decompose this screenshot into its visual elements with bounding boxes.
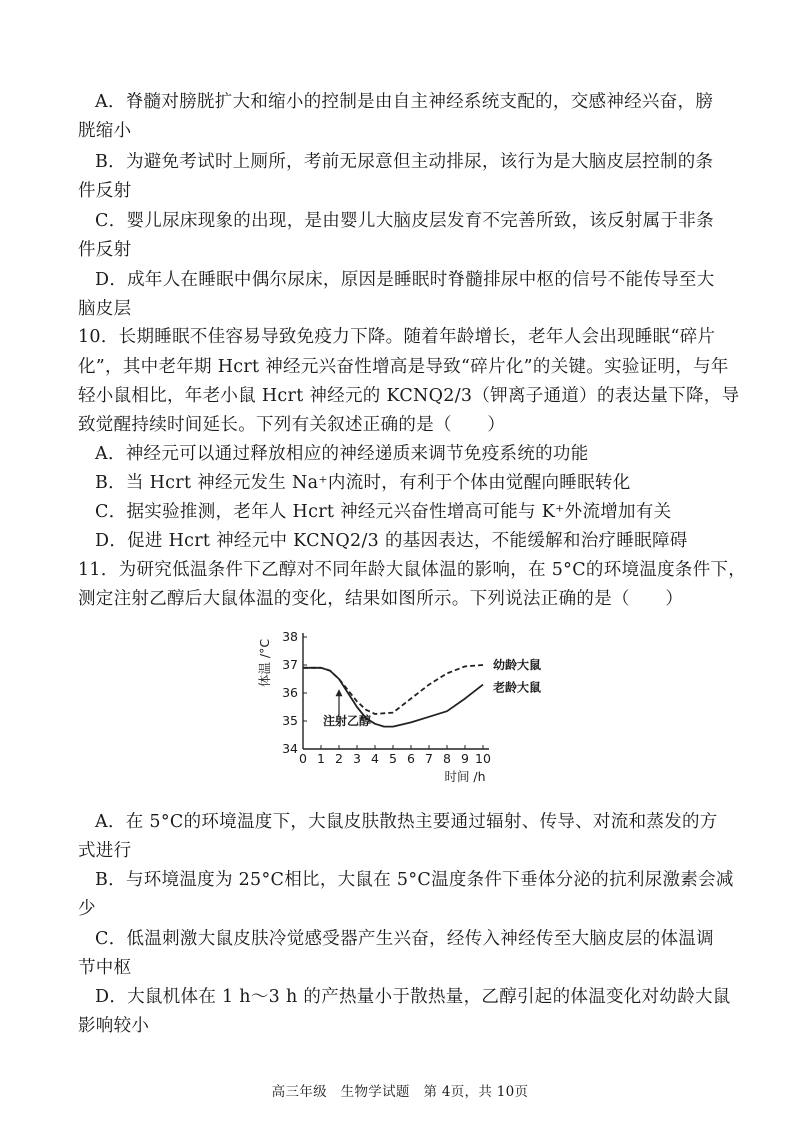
q9-option-a-line1: A．脊髓对膀胱扩大和缩小的控制是由自主神经系统支配的，交感神经兴奋，膀 [95, 92, 714, 112]
x-tick-label: 1 [317, 751, 325, 766]
q11-option-c-line2: 节中枢 [78, 958, 132, 978]
q9-option-d-line2: 脑皮层 [78, 299, 132, 319]
q11-option-b-line2: 少 [78, 899, 96, 919]
x-tick-label: 8 [443, 751, 451, 766]
q11-stem-line2: 测定注射乙醇后大鼠体温的变化，结果如图所示。下列说法正确的是（ ） [78, 589, 684, 609]
q10-option-d: D．促进 Hcrt 神经元中 KCNQ2/3 的基因表达，不能缓解和治疗睡眠障碍 [95, 531, 688, 551]
series-line-0 [303, 665, 483, 714]
x-tick-label: 3 [353, 751, 361, 766]
q9-option-b-line1: B．为避免考试时上厕所，考前无尿意但主动排尿，该行为是大脑皮层控制的条 [95, 152, 714, 172]
q11-option-b-line1: B．与环境温度为 25°C相比，大鼠在 5°C温度条件下垂体分泌的抗利尿激素会减 [95, 870, 734, 890]
q10-option-c: C．据实验推测，老年人 Hcrt 神经元兴奋性增高可能与 K⁺外流增加有关 [95, 502, 672, 522]
q11-option-c-line1: C．低温刺激大鼠皮肤冷觉感受器产生兴奋，经传入神经传至大脑皮层的体温调 [95, 929, 714, 949]
x-tick-label: 6 [407, 751, 415, 766]
q9-option-b-line2: 件反射 [78, 181, 132, 201]
q9-option-a-line2: 胱缩小 [78, 121, 132, 141]
x-tick-label: 5 [389, 751, 397, 766]
x-tick-label: 9 [461, 751, 469, 766]
q10-stem-line2: 化”，其中老年期 Hcrt 神经元兴奋性增高是导致“碎片化”的关键。实验证明，与年 [78, 357, 729, 377]
y-tick-label: 36 [282, 685, 298, 700]
y-tick-label: 34 [282, 741, 298, 756]
annotation-label: 注射乙醇 [322, 714, 372, 729]
q10-stem-line3: 轻小鼠相比，年老小鼠 Hcrt 神经元的 KCNQ2/3（钾离子通道）的表达量下降，导 [78, 386, 740, 406]
q11-option-d-line1: D．大鼠机体在 1 h～3 h 的产热量小于散热量，乙醇引起的体温变化对幼龄大鼠 [95, 987, 731, 1007]
x-tick-label: 0 [299, 751, 307, 766]
q10-stem-line1: 10．长期睡眠不佳容易导致免疫力下降。随着年龄增长，老年人会出现睡眠“碎片 [78, 327, 716, 347]
q10-option-b: B．当 Hcrt 神经元发生 Na⁺内流时，有利于个体由觉醒向睡眠转化 [95, 473, 631, 493]
body-temperature-chart [255, 622, 545, 792]
q9-option-c-line2: 件反射 [78, 240, 132, 260]
x-tick-label: 7 [425, 751, 433, 766]
annotation-arrow-head [336, 689, 343, 696]
y-tick-label: 35 [282, 713, 298, 728]
q11-stem-line1: 11．为研究低温条件下乙醇对不同年龄大鼠体温的影响，在 5°C的环境温度条件下， [78, 560, 747, 580]
y-tick-label: 38 [282, 629, 298, 644]
x-tick-label: 4 [371, 751, 379, 766]
q11-option-a-line2: 式进行 [78, 841, 132, 861]
y-tick-label: 37 [282, 657, 298, 672]
q9-option-d-line1: D．成年人在睡眠中偶尔尿床，原因是睡眠时脊髓排尿中枢的信号不能传导至大 [95, 270, 715, 290]
y-axis-title: 体温 /°C [257, 638, 272, 688]
series-label-1: 老龄大鼠 [493, 680, 542, 695]
x-tick-label: 2 [335, 751, 343, 766]
q10-option-a: A．神经元可以通过释放相应的神经递质来调节免疫系统的功能 [95, 444, 589, 464]
q9-option-c-line1: C．婴儿尿床现象的出现，是由婴儿大脑皮层发育不完善所致，该反射属于非条 [95, 211, 714, 231]
series-label-0: 幼龄大鼠 [493, 658, 542, 672]
chart-svg [255, 622, 545, 792]
q11-option-a-line1: A．在 5°C的环境温度下，大鼠皮肤散热主要通过辐射、传导、对流和蒸发的方 [95, 812, 718, 832]
page-footer: 高三年级 生物学试题 第 4页，共 10页 [271, 1084, 529, 1100]
q11-option-d-line2: 影响较小 [78, 1016, 150, 1036]
q10-stem-line4: 致觉醒持续时间延长。下列有关叙述正确的是（ ） [78, 415, 506, 435]
x-axis-title: 时间 /h [444, 769, 486, 784]
x-tick-label: 10 [475, 751, 491, 766]
